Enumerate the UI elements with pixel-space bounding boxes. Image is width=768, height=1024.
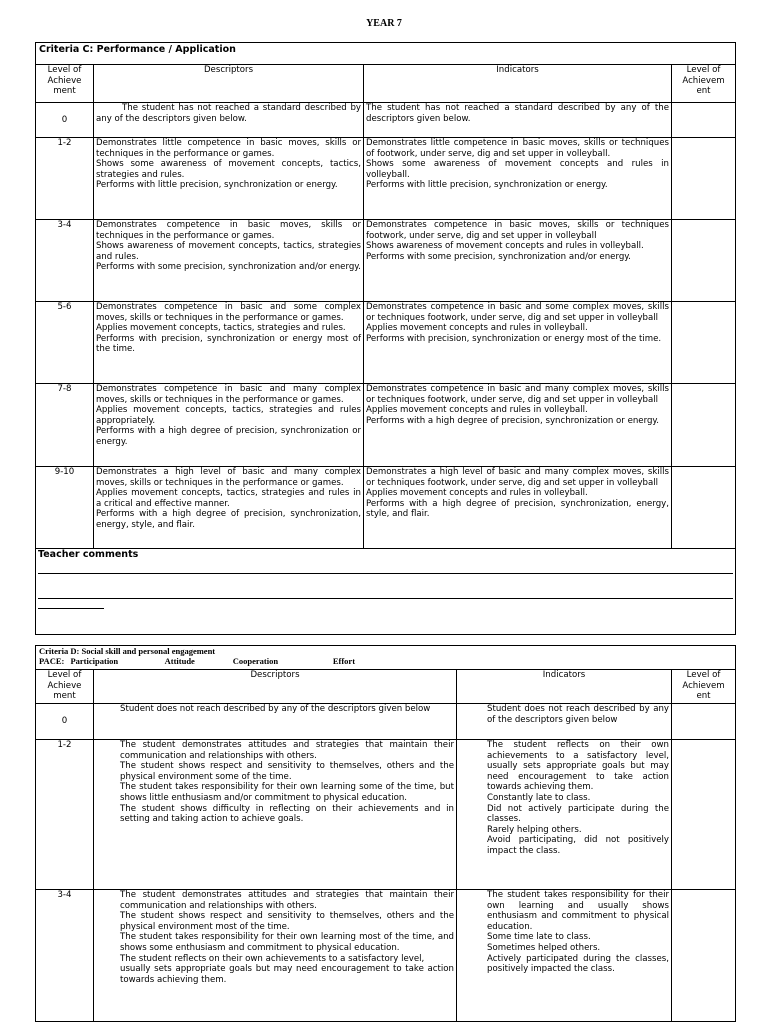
table-row [36, 302, 736, 384]
level-cell: 1-2 [36, 740, 94, 890]
descriptor-cell: Student does not reach described by any of the descriptors given below [94, 704, 457, 740]
table-row [36, 103, 736, 138]
header-descriptors: Descriptors [94, 65, 364, 103]
indicator-cell: Demonstrates little competence in basic moves, skills or techniques of footwork, under serve, dig and set upper in volleyball. Shows some awareness of movement concepts and rules in volleyball. Performs with little precision, synchronization or energy. [364, 138, 672, 220]
criteria-c-table [35, 42, 736, 635]
score-cell [672, 384, 736, 467]
descriptor-cell: The student demonstrates attitudes and strategies that maintain their communication and relationships with others. The student shows respect and sensitivity to themselves, others and the physical environment some of the time. The student takes responsibility for their own learning some of the time, but shows little enthusiasm and/or commitment to physical education. The student shows difficulty in reflecting on their achievements and in setting and taking action to achieve goals. [94, 740, 457, 890]
score-cell [672, 302, 736, 384]
indicator-cell: Demonstrates competence in basic and many complex moves, skills or techniques footwork, under serve, dig and set upper in volleyball Applies movement concepts and rules in volleyball. Performs with a high degree of precision, synchronization or energy. [364, 384, 672, 467]
comment-line [38, 561, 733, 574]
document-title: YEAR 7 [366, 18, 402, 29]
criteria-d-table [35, 645, 736, 1022]
pace-line [39, 656, 732, 666]
comment-line [38, 599, 104, 609]
pace-label: PACE: [39, 656, 65, 666]
criteria-d-heading: Criteria D: Social skill and personal engagement [39, 646, 216, 656]
table-row [36, 704, 736, 740]
score-cell [672, 890, 736, 1022]
level-cell: 0 [36, 103, 94, 138]
level-cell: 0 [36, 704, 94, 740]
header-level-left: Level of Achieve ment [36, 65, 94, 103]
indicator-cell: Demonstrates competence in basic moves, skills or techniques footwork, under serve, dig and set upper in volleyball Shows awareness of movement concepts and rules in volleyball. Performs with some precision, synchronization and/or energy. [364, 220, 672, 302]
indicator-cell: Student does not reach described by any of the descriptors given below [457, 704, 672, 740]
level-cell: 1-2 [36, 138, 94, 220]
table-row [36, 890, 736, 1022]
table-row [36, 384, 736, 467]
score-cell [672, 220, 736, 302]
teacher-comments-label: Teacher comments [38, 549, 139, 560]
criteria-c-heading: Criteria C: Performance / Application [36, 43, 736, 65]
score-cell [672, 740, 736, 890]
level-cell: 3-4 [36, 890, 94, 1022]
indicator-cell: The student reflects on their own achievements to a satisfactory level, usually sets appropriate goals but may need encouragement to take action towards achieving them. Constantly late to class. Did not actively participate during the classes. Rarely helping others. Avoid participating, did not positively impact the class. [457, 740, 672, 890]
comment-line [38, 574, 733, 599]
indicator-cell: The student has not reached a standard described by any of the descriptors given below. [364, 103, 672, 138]
score-cell [672, 704, 736, 740]
descriptor-cell: The student demonstrates attitudes and strategies that maintain their communication and relationships with others. The student shows respect and sensitivity to themselves, others and the physical environment most of the time. The student takes responsibility for their own learning most of the time, and shows some enthusiasm and commitment to physical education. The student reflects on their own achievements to a satisfactory level, usually sets appropriate goals but may need encouragement to take action towards achieving them. [94, 890, 457, 1022]
table-row [36, 740, 736, 890]
table-row [36, 220, 736, 302]
pace-effort: Effort [332, 656, 356, 666]
indicator-cell: Demonstrates a high level of basic and many complex moves, skills or techniques footwork, under serve, dig and set upper in volleyball Applies movement concepts and rules in volleyball. Performs with a high degree of precision, synchronization, energy, style, and flair. [364, 467, 672, 549]
pace-cooperation: Cooperation [232, 656, 279, 666]
score-cell [672, 467, 736, 549]
level-cell: 5-6 [36, 302, 94, 384]
level-cell: 9-10 [36, 467, 94, 549]
teacher-comments-cell [36, 549, 736, 635]
descriptor-cell: Demonstrates competence in basic and some complex moves, skills or techniques in the performance or games. Applies movement concepts, tactics, strategies and rules. Performs with precision, synchronization or energy most of the time. [94, 302, 364, 384]
descriptor-cell: Demonstrates competence in basic and many complex moves, skills or techniques in the performance or games. Applies movement concepts, tactics, strategies and rules appropriately. Performs with a high degree of precision, synchronization or energy. [94, 384, 364, 467]
header-descriptors: Descriptors [94, 670, 457, 704]
level-cell: 7-8 [36, 384, 94, 467]
level-cell: 3-4 [36, 220, 94, 302]
descriptor-cell: Demonstrates competence in basic moves, skills or techniques in the performance or games. Shows awareness of movement concepts, tactics, strategies and rules. Performs with some precision, synchronization and/or energy. [94, 220, 364, 302]
criteria-d-heading-cell [36, 646, 736, 670]
header-indicators: Indicators [457, 670, 672, 704]
header-level-right: Level of Achievem ent [672, 65, 736, 103]
indicator-cell: Demonstrates competence in basic and some complex moves, skills or techniques footwork, under serve, dig and set upper in volleyball Applies movement concepts and rules in volleyball. Performs with precision, synchronization or energy most of the time. [364, 302, 672, 384]
table-row [36, 138, 736, 220]
header-level-right: Level of Achievem ent [672, 670, 736, 704]
score-cell [672, 138, 736, 220]
descriptor-cell: Demonstrates little competence in basic moves, skills or techniques in the performance or games. Shows some awareness of movement concepts, tactics, strategies and rules. Performs with little precision, synchronization or energy. [94, 138, 364, 220]
descriptor-cell: Demonstrates a high level of basic and many complex moves, skills or techniques in the performance or games. Applies movement concepts, tactics, strategies and rules in a critical and effective manner. Performs with a high degree of precision, synchronization, energy, style, and flair. [94, 467, 364, 549]
table-row [36, 467, 736, 549]
score-cell [672, 103, 736, 138]
pace-attitude: Attitude [164, 656, 195, 666]
pace-participation: Participation [70, 656, 119, 666]
descriptor-cell: The student has not reached a standard described by any of the descriptors given below. [94, 103, 364, 138]
header-level-left: Level of Achieve ment [36, 670, 94, 704]
header-indicators: Indicators [364, 65, 672, 103]
indicator-cell: The student takes responsibility for their own learning and usually shows enthusiasm and commitment to physical education. Some time late to class. Sometimes helped others. Actively participated during the classes, positively impacted the class. [457, 890, 672, 1022]
